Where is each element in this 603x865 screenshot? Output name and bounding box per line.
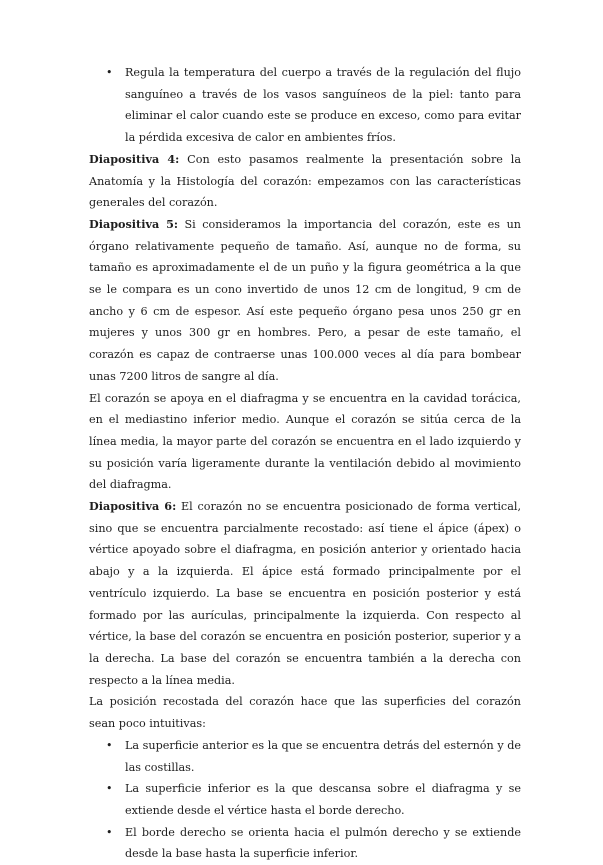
paragraph-slide-5 xyxy=(89,214,521,388)
list-item xyxy=(89,735,521,778)
paragraph-text: Si consideramos la importancia del corazón, este es un órgano relativamente pequeño de tamaño. Así, aunque no de forma, su tamaño es aproximadamente el de un puño y la figura geométrica a la que se le compara es un cono invertido de unos 12 cm de longitud, 9 cm de ancho y 6 cm de espesor. Así este pequeño órgano pesa unos 250 gr en mujeres y unos 300 gr en hombres. Pero, a pesar de este tamaño, el corazón es capaz de contraerse unas 100.000 veces al día para bombear unas 7200 litros de sangre al día. xyxy=(89,217,521,383)
paragraph-posicion: La posición recostada del corazón hace que las superficies del corazón sean poco intuitivas: xyxy=(89,695,521,731)
paragraph-slide-6 xyxy=(89,496,521,691)
list-item-text: La superficie inferior es la que descansa sobre el diafragma y se extiende desde el vértice hasta el borde derecho. xyxy=(125,782,521,817)
paragraph-text: Con esto pasamos realmente la presentación sobre la Anatomía y la Histología del corazón: empezamos con las características generales del corazón. xyxy=(89,152,522,210)
paragraph-slide-4 xyxy=(89,149,521,214)
bullet-icon: • xyxy=(106,738,113,752)
bullet-icon: • xyxy=(106,825,113,839)
slide-label: Diapositiva 4: xyxy=(89,151,180,166)
list-item xyxy=(89,822,521,865)
slide-label: Diapositiva 6: xyxy=(89,499,177,514)
paragraph-text: El corazón no se encuentra posicionado de forma vertical, sino que se encuentra parcialmente recostado: así tiene el ápice (ápex) o vértice apoyado sobre el diafragma, en posición anterior y orientado hacia abajo y a la izquierda. El ápice está formado principalmente por el ventrículo izquierdo. La base se encuentra en posición posterior y está formado por las aurículas, principalmente la izquierda. Con respecto al vértice, la base del corazón se encuentra en posición posterior, superior y a la derecha. La base del corazón se encuentra también a la derecha con respecto a la línea media. xyxy=(89,500,522,687)
list-item-text: Regula la temperatura del cuerpo a través de la regulación del flujo sanguíneo a través de los vasos sanguíneos de la piel: tanto para eliminar el calor cuando este se produce en exceso, como para evitar la pérdida excesiva de calor en ambientes fríos. xyxy=(125,66,521,145)
bullet-icon: • xyxy=(106,782,113,796)
list-item-text: La superficie anterior es la que se encuentra detrás del esternón y de las costillas. xyxy=(125,738,521,774)
bullet-list-top xyxy=(89,62,521,149)
document-page xyxy=(89,62,521,865)
bullet-icon: • xyxy=(106,66,113,79)
paragraph-diafragma: El corazón se apoya en el diafragma y se encuentra en la cavidad torácica, en el mediastino inferior medio. Aunque el corazón se sitúa cerca de la línea media, la mayor parte del corazón se encuentra en el lado izquierdo y su posición varía ligeramente durante la ventilación debido al movimiento del diafragma. xyxy=(89,391,521,492)
bullet-list-bottom xyxy=(89,735,521,865)
list-item xyxy=(89,778,521,821)
list-item xyxy=(89,62,521,149)
slide-label: Diapositiva 5: xyxy=(89,216,178,231)
list-item-text: El borde derecho se orienta hacia el pulmón derecho y se extiende desde la base hasta la superficie inferior. xyxy=(125,825,521,861)
